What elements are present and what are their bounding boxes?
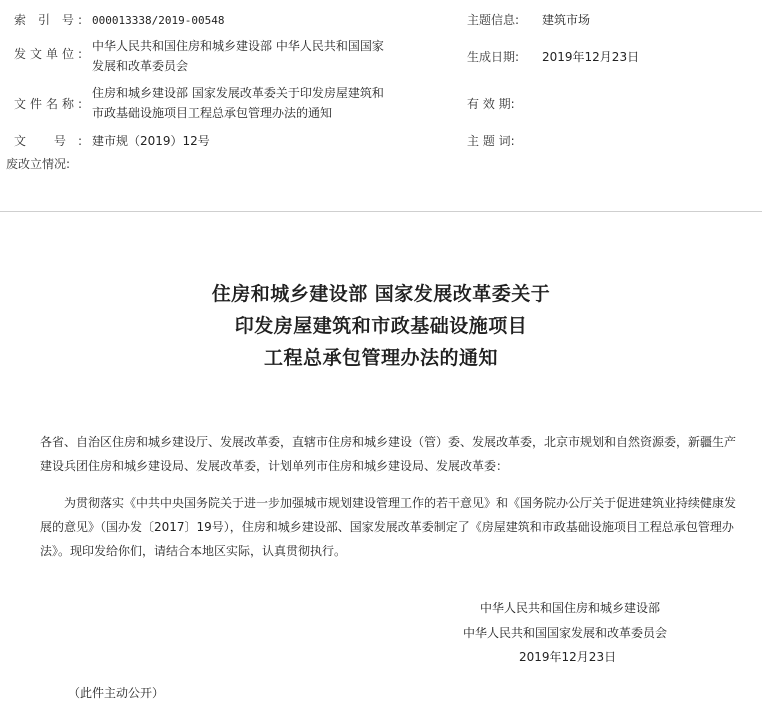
document-number-value: 建市规（2019）12号 — [92, 134, 210, 148]
addressee-paragraph — [40, 430, 746, 478]
body-line3: 法》。现印发给你们，请结合本地区实际，认真贯彻执行。 — [40, 544, 347, 558]
document-title-line1: 住房和城乡建设部 国家发展改革委关于 — [211, 283, 551, 305]
index-number-value: 000013338/2019-00548 — [92, 14, 225, 27]
divider — [0, 211, 762, 212]
document-metadata — [0, 0, 762, 190]
public-release-note: （此件主动公开） — [68, 686, 165, 700]
document-title-line3: 工程总承包管理办法的通知 — [263, 347, 498, 369]
body-line2: 展的意见》（国办发〔2017〕19号），住房和城乡建设部、国家发展改革委制定了《房屋建筑和市政基础设施项目工程总承包管理办 — [40, 520, 734, 534]
status-label: 废改立情况: — [6, 157, 71, 171]
issuer-label: 发文单位: — [14, 47, 82, 61]
issuer-value-line2: 发展和改革委员会 — [92, 59, 189, 73]
body-line1: 为贯彻落实《中共中央国务院关于进一步加强城市规划建设管理工作的若干意见》和《国务院办公厅关于促进建筑业持续健康发 — [64, 496, 737, 510]
validity-label: 有 效 期: — [467, 97, 515, 111]
filename-value-line2: 市政基础设施项目工程总承包管理办法的通知 — [92, 106, 333, 120]
index-number-label: 索 引 号: — [14, 13, 82, 27]
addressee-line2: 建设兵团住房和城乡建设局、发展改革委，计划单列市住房和城乡建设局、发展改革委： — [40, 459, 509, 473]
signature-org2: 中华人民共和国国家发展和改革委员会 — [463, 626, 668, 640]
filename-label: 文件名称: — [14, 97, 82, 111]
date-value: 2019年12月23日 — [542, 50, 640, 64]
signature-date: 2019年12月23日 — [519, 650, 617, 664]
document-number-label: 文 号: — [14, 134, 82, 148]
topic-value: 建筑市场 — [542, 13, 591, 27]
issuer-value-line1: 中华人民共和国住房和城乡建设部 中华人民共和国国家 — [92, 39, 384, 53]
keywords-label: 主 题 词: — [467, 134, 515, 148]
filename-value-line1: 住房和城乡建设部 国家发展改革委关于印发房屋建筑和 — [92, 86, 384, 100]
document-title-line2: 印发房屋建筑和市政基础设施项目 — [234, 315, 528, 337]
date-label: 生成日期: — [467, 50, 520, 64]
topic-label: 主题信息: — [467, 13, 520, 27]
body-paragraph — [40, 491, 746, 563]
signature-org1: 中华人民共和国住房和城乡建设部 — [480, 601, 661, 615]
addressee-line1: 各省、自治区住房和城乡建设厅、发展改革委，直辖市住房和城乡建设（管）委、发展改革委，北京市规划和自然资源委，新疆生产 — [40, 435, 737, 449]
